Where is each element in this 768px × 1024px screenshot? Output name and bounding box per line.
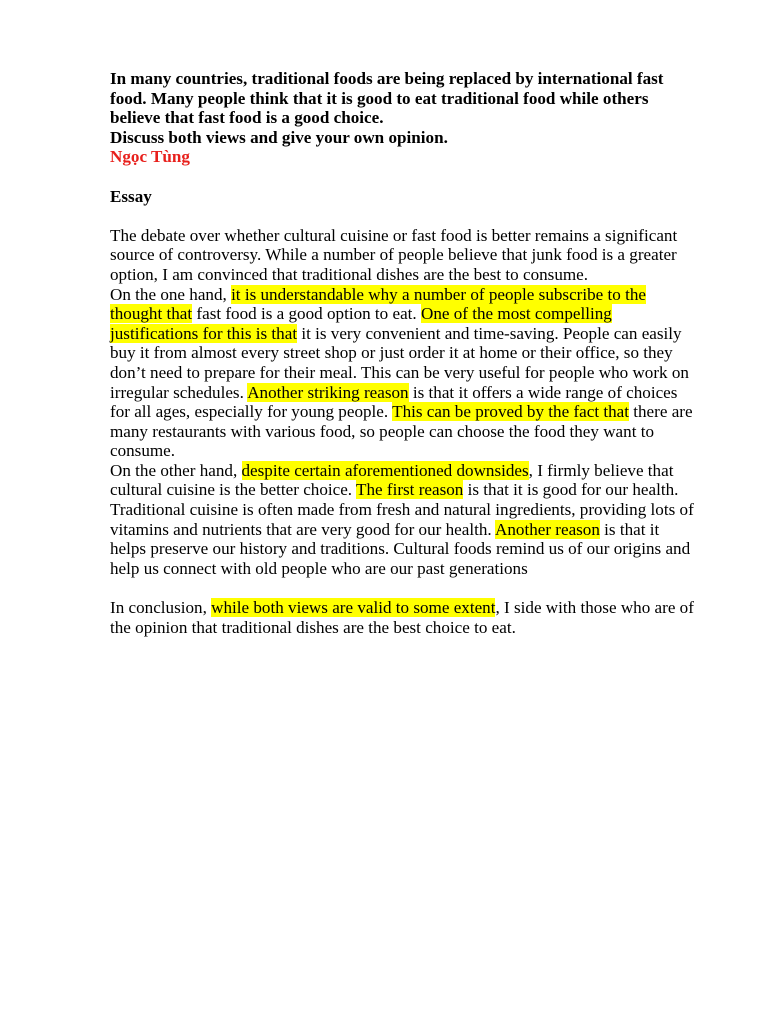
body-paragraph-2 [110, 461, 698, 579]
blank-line [110, 206, 698, 226]
conclusion-paragraph [110, 598, 698, 637]
conclusion-text: In conclusion, [110, 598, 212, 618]
body1-text: fast food is a good option to eat. [192, 304, 421, 324]
body-paragraph-1 [110, 285, 698, 461]
essay-prompt [110, 69, 698, 147]
body2-text: On the other hand, [110, 460, 242, 480]
body1-text: it is very convenient and time-saving. People can easily buy it from almost every street shop or just order it at home or their office, so they don’t need to prepare for their meal. This can be very useful for people who work on irregular schedules. [110, 323, 689, 402]
highlighted-phrase: it is understandable why a number of people subscribe to the thought that [110, 284, 646, 324]
conclusion-text: , I side with those who are of the opinion that traditional dishes are the best choice to eat. [110, 598, 694, 637]
body1-text: is that it offers a wide range of choices for all ages, especially for young people. [110, 382, 678, 422]
highlighted-phrase: This can be proved by the fact that [392, 402, 629, 422]
prompt-instruction: Discuss both views and give your own opinion. [110, 127, 448, 147]
body2-text: is that it helps preserve our history and traditions. Cultural foods remind us of our origins and help us connect with old people who are our past generations [110, 519, 691, 578]
body1-text: On the one hand, [110, 284, 232, 304]
highlighted-phrase: Another reason [495, 519, 600, 539]
highlighted-phrase: despite certain aforementioned downsides [241, 460, 529, 480]
highlighted-phrase: One of the most compelling justifications for this is that [110, 304, 612, 343]
essay-heading: Essay [110, 186, 152, 206]
highlighted-phrase: Another striking reason [247, 382, 409, 402]
body2-text: is that it is good for our health. Traditional cuisine is often made from fresh and natural ingredients, providing lots of vitamins and nutrients that are very good for our health. [110, 480, 694, 539]
blank-line [110, 578, 698, 598]
document-content [110, 69, 698, 637]
body2-text: , I firmly believe that cultural cuisine is the better choice. [110, 460, 674, 500]
author-name: Ngọc Tùng [110, 147, 190, 167]
blank-line [110, 167, 698, 187]
highlighted-phrase: The first reason [356, 480, 464, 500]
highlighted-phrase: while both views are valid to some extent [211, 598, 496, 618]
body1-text: there are many restaurants with various food, so people can choose the food they want to consume. [110, 402, 693, 461]
prompt-question: In many countries, traditional foods are being replaced by international fast food. Many people think that it is good to eat traditional food while others believe that fast food is a good choice. [110, 69, 664, 128]
intro-paragraph: The debate over whether cultural cuisine or fast food is better remains a significant source of controversy. While a number of people believe that junk food is a greater option, I am convinced that traditional dishes are the best to consume. [110, 225, 678, 284]
